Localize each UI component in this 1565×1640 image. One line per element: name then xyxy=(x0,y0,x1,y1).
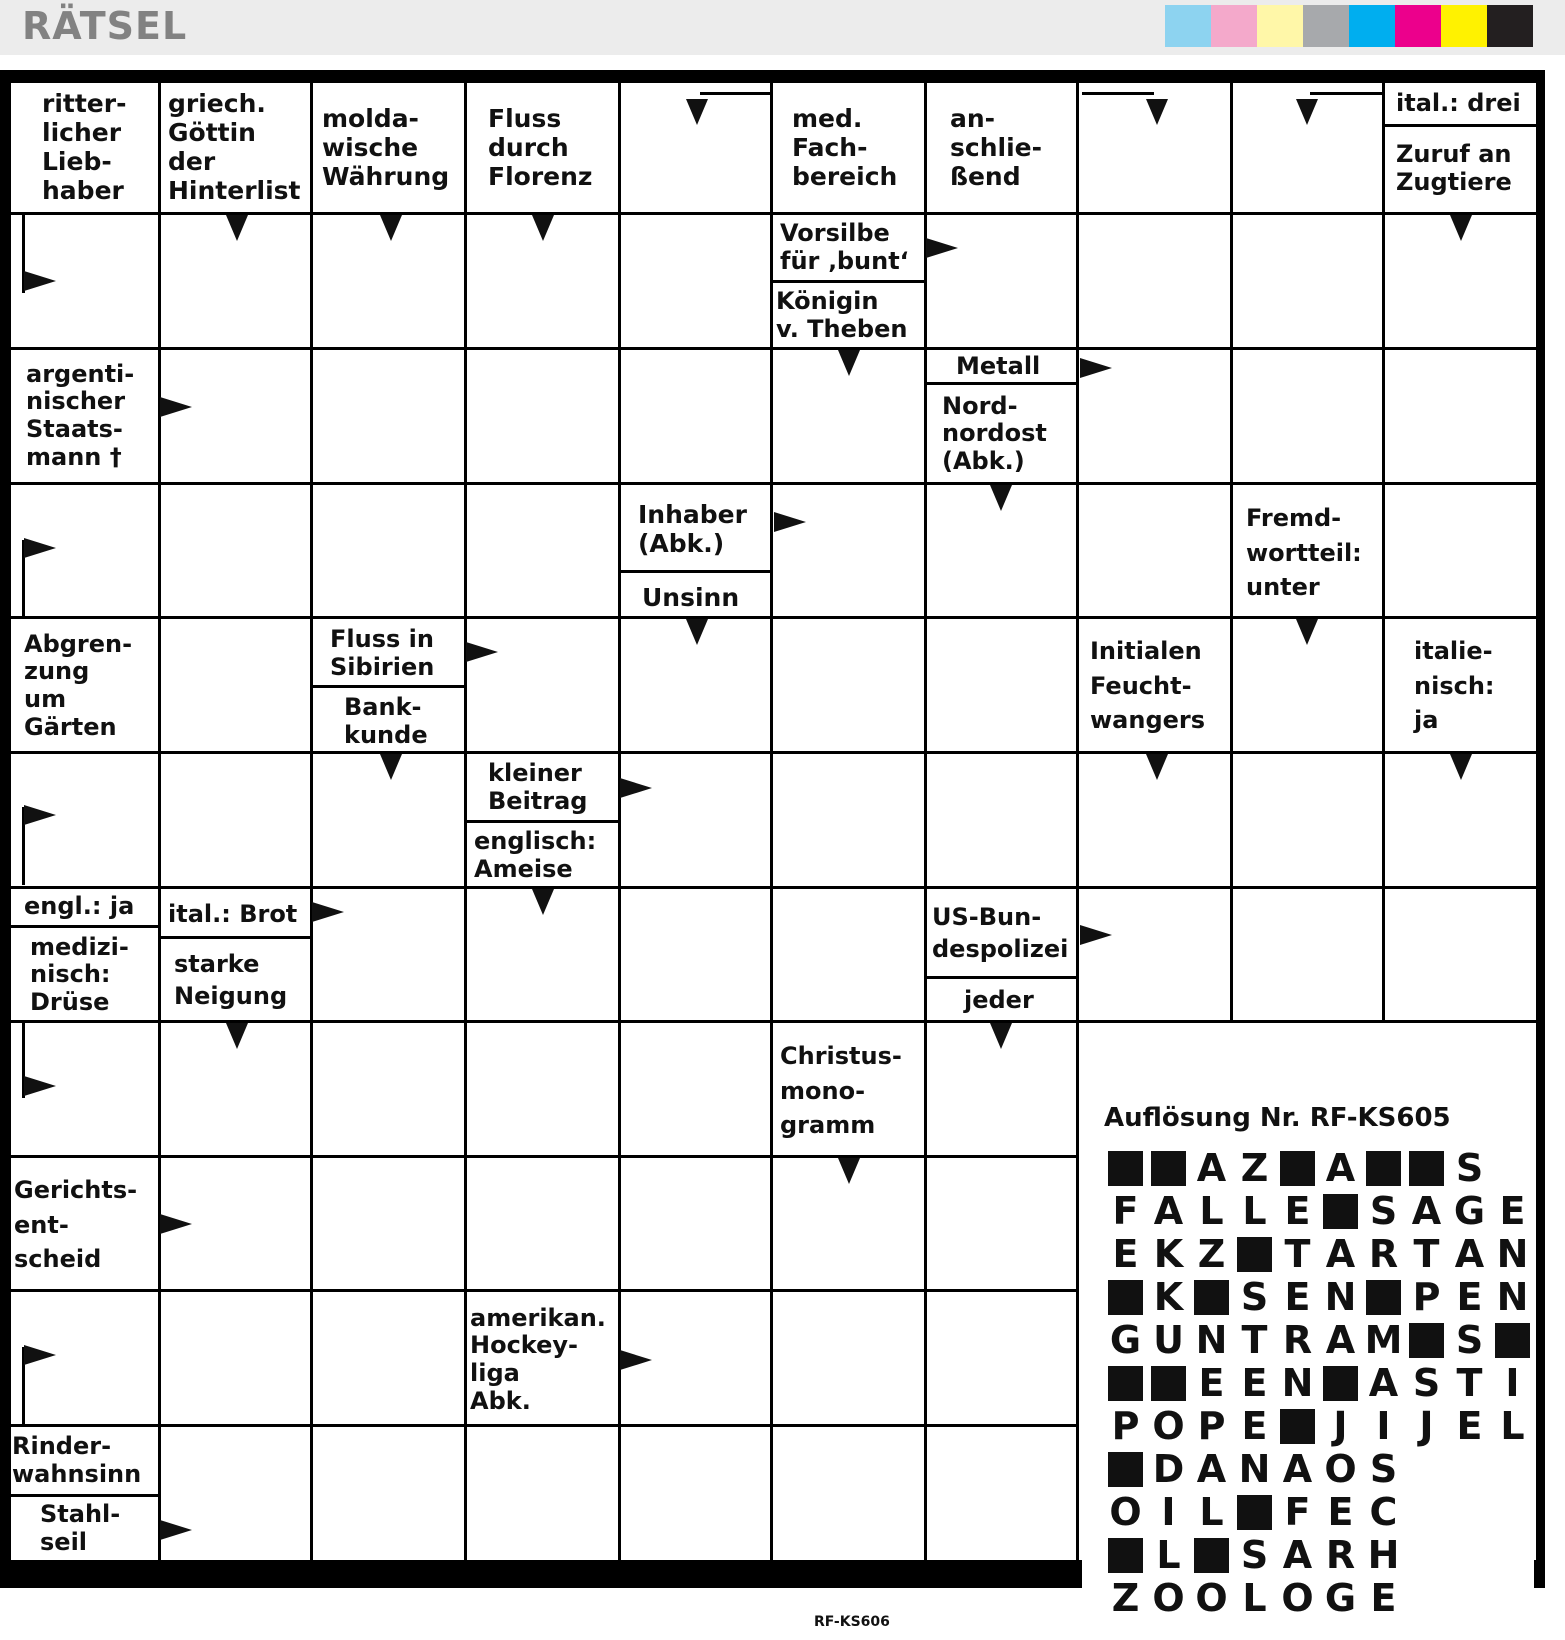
solution-row xyxy=(1104,1491,1405,1534)
clue-nordnordost: Nord- nordost (Abk.) xyxy=(942,391,1047,475)
clue-argentinischer-staatsmann: argenti- nischer Staats- mann † xyxy=(26,359,135,471)
solution-letter: E xyxy=(1327,1490,1354,1534)
clue-fluss-durch-florenz: Fluss durch Florenz xyxy=(488,103,593,191)
arrow-right-icon xyxy=(24,1076,56,1096)
arrow-down-icon xyxy=(380,215,402,241)
solution-letter: S xyxy=(1412,1361,1441,1405)
solution-letter: J xyxy=(1333,1404,1348,1448)
solution-row xyxy=(1104,1362,1534,1405)
clue-fremdwortteil: Fremd- wortteil: unter xyxy=(1246,503,1362,602)
solution-block xyxy=(1405,1319,1448,1362)
solution-letter: N xyxy=(1496,1275,1529,1319)
solution-letter: E xyxy=(1456,1404,1483,1448)
solution-letter: N xyxy=(1496,1232,1529,1276)
grid-line xyxy=(8,482,1539,485)
clue-us-bundespolizei: US-Bun- despolizei xyxy=(932,902,1069,963)
arrow-right-icon xyxy=(620,1350,652,1370)
arrow-down-icon xyxy=(686,619,708,645)
solution-block xyxy=(1276,1405,1319,1448)
solution-letter: G xyxy=(1453,1189,1486,1233)
solution-row xyxy=(1104,1147,1491,1190)
color-swatch xyxy=(1349,5,1395,47)
grid-line xyxy=(1230,80,1233,1020)
arrow-right-icon xyxy=(926,238,958,258)
arrow-stem xyxy=(1310,92,1382,95)
clue-metall: Metall xyxy=(956,352,1041,381)
solution-block xyxy=(1362,1147,1405,1190)
solution-block xyxy=(1491,1319,1534,1362)
arrow-down-icon xyxy=(838,1158,860,1184)
arrow-right-icon xyxy=(160,1214,192,1234)
clue-italienisch-ja: italie- nisch: ja xyxy=(1414,636,1495,735)
arrow-right-icon xyxy=(620,778,652,798)
solution-letter: E xyxy=(1112,1232,1139,1276)
solution-letter: A xyxy=(1411,1189,1442,1233)
solution-block xyxy=(1104,1362,1147,1405)
solution-letter: N xyxy=(1324,1275,1357,1319)
solution-letter: E xyxy=(1198,1361,1225,1405)
arrow-down-icon xyxy=(1146,99,1168,125)
clue-christusmonogramm: Christus- mono- gramm xyxy=(780,1041,902,1140)
solution-letter: G xyxy=(1324,1576,1357,1620)
grid-line xyxy=(618,80,621,1560)
grid-line xyxy=(8,751,1539,754)
arrow-stem xyxy=(1082,92,1154,95)
color-swatch xyxy=(1395,5,1441,47)
solution-letter: L xyxy=(1199,1189,1224,1233)
solution-letter: S xyxy=(1240,1533,1269,1577)
clue-moldawische-waehrung: molda- wische Währung xyxy=(322,103,450,191)
solution-block xyxy=(1405,1147,1448,1190)
solution-block xyxy=(1147,1362,1190,1405)
solution-block xyxy=(1104,1448,1147,1491)
clue-koenigin-theben: Königin v. Theben xyxy=(776,287,908,343)
solution-row xyxy=(1104,1190,1534,1233)
solution-letter: I xyxy=(1376,1404,1391,1448)
clue-medizinisch-druese: medizi- nisch: Drüse xyxy=(30,932,129,1016)
color-swatch xyxy=(1257,5,1303,47)
color-calibration-bar xyxy=(1165,5,1533,47)
solution-block xyxy=(1319,1362,1362,1405)
solution-letter: O xyxy=(1195,1576,1228,1620)
arrow-right-icon xyxy=(24,538,56,558)
clue-med-fachbereich: med. Fach- bereich xyxy=(792,103,898,191)
clue-divider xyxy=(1384,124,1536,127)
arrow-down-icon xyxy=(226,1023,248,1049)
solution-letter: T xyxy=(1284,1232,1311,1276)
clue-abgrenzung: Abgren- zung um Gärten xyxy=(24,629,133,741)
solution-letter: E xyxy=(1499,1189,1526,1233)
grid-line xyxy=(8,1289,1079,1292)
solution-letter: S xyxy=(1369,1447,1398,1491)
solution-letter: P xyxy=(1111,1404,1140,1448)
solution-letter: S xyxy=(1369,1189,1398,1233)
clue-jeder: jeder xyxy=(964,986,1034,1015)
solution-letter: O xyxy=(1109,1490,1142,1534)
solution-letter: E xyxy=(1241,1404,1268,1448)
solution-letter: S xyxy=(1455,1146,1484,1190)
solution-letter: O xyxy=(1281,1576,1314,1620)
solution-letter: E xyxy=(1456,1275,1483,1319)
solution-letter: A xyxy=(1153,1189,1184,1233)
solution-letter: L xyxy=(1242,1189,1267,1233)
arrow-right-icon xyxy=(160,397,192,417)
clue-stahlseil: Stahl- seil xyxy=(40,1500,121,1556)
solution-row xyxy=(1104,1577,1405,1620)
solution-block xyxy=(1104,1276,1147,1319)
clue-anschliessend: an- schlie- ßend xyxy=(950,103,1042,191)
solution-letter: A xyxy=(1325,1232,1356,1276)
solution-letter: J xyxy=(1419,1404,1434,1448)
solution-block xyxy=(1104,1534,1147,1577)
arrow-down-icon xyxy=(1296,99,1318,125)
arrow-down-icon xyxy=(380,754,402,780)
arrow-right-icon xyxy=(1080,358,1112,378)
clue-ital-brot: ital.: Brot xyxy=(168,900,298,929)
clue-gerichtsentscheid: Gerichts- ent- scheid xyxy=(14,1175,138,1274)
clue-kleiner-beitrag: kleiner Beitrag xyxy=(488,759,588,815)
clue-inhaber: Inhaber (Abk.) xyxy=(638,500,747,558)
grid-line xyxy=(1076,80,1079,1560)
solution-letter: E xyxy=(1370,1576,1397,1620)
solution-row xyxy=(1104,1405,1534,1448)
solution-letter: A xyxy=(1282,1533,1313,1577)
solution-letter: T xyxy=(1413,1232,1440,1276)
color-swatch xyxy=(1211,5,1257,47)
color-swatch xyxy=(1303,5,1349,47)
solution-letter: R xyxy=(1368,1232,1399,1276)
grid-line xyxy=(8,886,1539,889)
solution-block xyxy=(1190,1534,1233,1577)
clue-initialen: Initialen Feucht- wangers xyxy=(1090,636,1206,735)
solution-panel xyxy=(1082,1095,1534,1640)
arrow-down-icon xyxy=(1296,619,1318,645)
solution-letter: S xyxy=(1455,1318,1484,1362)
clue-englisch-ameise: englisch: Ameise xyxy=(474,827,597,883)
clue-ital-drei: ital.: drei xyxy=(1396,89,1521,118)
solution-letter: I xyxy=(1505,1361,1520,1405)
solution-letter: A xyxy=(1196,1146,1227,1190)
solution-letter: A xyxy=(1282,1447,1313,1491)
clue-starke-neigung: starke Neigung xyxy=(174,949,288,1010)
solution-letter: E xyxy=(1241,1361,1268,1405)
solution-block xyxy=(1319,1190,1362,1233)
arrow-down-icon xyxy=(1450,754,1472,780)
puzzle-board xyxy=(0,70,1545,1630)
solution-letter: L xyxy=(1242,1576,1267,1620)
grid-line xyxy=(924,80,927,1560)
grid-line xyxy=(0,70,1545,80)
arrow-down-icon xyxy=(1450,215,1472,241)
color-swatch xyxy=(1441,5,1487,47)
clue-zuruf-zugtiere: Zuruf an Zugtiere xyxy=(1396,140,1512,196)
solution-letter: H xyxy=(1367,1533,1400,1577)
color-swatch xyxy=(1487,5,1533,47)
arrow-right-icon xyxy=(1080,925,1112,945)
solution-letter: N xyxy=(1281,1361,1314,1405)
arrow-stem xyxy=(700,92,770,95)
solution-letter: F xyxy=(1284,1490,1311,1534)
solution-letter: A xyxy=(1454,1232,1485,1276)
solution-letter: L xyxy=(1199,1490,1224,1534)
clue-rinderwahnsinn: Rinder- wahnsinn xyxy=(12,1432,142,1488)
solution-row xyxy=(1104,1534,1405,1577)
solution-letter: M xyxy=(1364,1318,1403,1362)
arrow-down-icon xyxy=(532,889,554,915)
arrow-down-icon xyxy=(990,485,1012,511)
clue-griech-goettin: griech. Göttin der Hinterlist xyxy=(168,89,301,205)
solution-letter: A xyxy=(1368,1361,1399,1405)
solution-block xyxy=(1147,1147,1190,1190)
clue-bankkunde: Bank- kunde xyxy=(344,693,428,749)
solution-row xyxy=(1104,1319,1534,1362)
arrow-down-icon xyxy=(1146,754,1168,780)
solution-letter: A xyxy=(1196,1447,1227,1491)
solution-letter: S xyxy=(1240,1275,1269,1319)
solution-letter: R xyxy=(1282,1318,1313,1362)
solution-block xyxy=(1233,1491,1276,1534)
solution-letter: O xyxy=(1152,1404,1185,1448)
solution-letter: Z xyxy=(1111,1576,1140,1620)
solution-letter: D xyxy=(1152,1447,1185,1491)
solution-letter: U xyxy=(1153,1318,1184,1362)
solution-block xyxy=(1104,1147,1147,1190)
solution-block xyxy=(1190,1276,1233,1319)
clue-engl-ja: engl.: ja xyxy=(24,892,135,921)
solution-letter: T xyxy=(1456,1361,1483,1405)
clue-hockeyliga: amerikan. Hockey- liga Abk. xyxy=(470,1303,606,1415)
arrow-right-icon xyxy=(24,271,56,291)
solution-letter: F xyxy=(1112,1189,1139,1233)
arrow-right-icon xyxy=(24,805,56,825)
clue-ritterlicher-liebhaber: ritter- licher Lieb- haber xyxy=(42,89,127,205)
solution-title: Auflösung Nr. RF-KS605 xyxy=(1104,1103,1451,1133)
solution-letter: T xyxy=(1241,1318,1268,1362)
solution-letter: G xyxy=(1109,1318,1142,1362)
grid-line xyxy=(158,80,161,1560)
solution-letter: L xyxy=(1500,1404,1525,1448)
grid-line xyxy=(1536,80,1539,1560)
solution-letter: N xyxy=(1238,1447,1271,1491)
solution-letter: P xyxy=(1412,1275,1441,1319)
grid-line xyxy=(8,80,11,1560)
solution-letter: K xyxy=(1153,1232,1184,1276)
solution-letter: A xyxy=(1325,1146,1356,1190)
clue-unsinn: Unsinn xyxy=(642,582,740,612)
solution-row xyxy=(1104,1448,1405,1491)
arrow-right-icon xyxy=(774,512,806,532)
header-bar xyxy=(0,0,1565,55)
solution-letter: I xyxy=(1161,1490,1176,1534)
arrow-right-icon xyxy=(312,902,344,922)
solution-letter: A xyxy=(1325,1318,1356,1362)
solution-letter: E xyxy=(1284,1189,1311,1233)
solution-letter: O xyxy=(1324,1447,1357,1491)
solution-letter: C xyxy=(1369,1490,1398,1534)
clue-fluss-sibirien: Fluss in Sibirien xyxy=(330,625,435,681)
solution-block xyxy=(1233,1233,1276,1276)
arrow-right-icon xyxy=(160,1520,192,1540)
page-title: RÄTSEL xyxy=(22,4,188,48)
solution-block xyxy=(1362,1276,1405,1319)
solution-letter: R xyxy=(1325,1533,1356,1577)
solution-letter: P xyxy=(1197,1404,1226,1448)
grid-line xyxy=(8,1560,1079,1563)
solution-row xyxy=(1104,1276,1534,1319)
arrow-right-icon xyxy=(466,642,498,662)
arrow-down-icon xyxy=(686,99,708,125)
solution-row xyxy=(1104,1233,1534,1276)
solution-letter: L xyxy=(1156,1533,1181,1577)
arrow-down-icon xyxy=(838,350,860,376)
solution-letter: N xyxy=(1195,1318,1228,1362)
arrow-right-icon xyxy=(24,1345,56,1365)
solution-letter: K xyxy=(1153,1275,1184,1319)
solution-letter: E xyxy=(1284,1275,1311,1319)
grid-line xyxy=(0,70,8,1588)
arrow-down-icon xyxy=(532,215,554,241)
clue-vorsilbe-bunt: Vorsilbe für ‚bunt‘ xyxy=(780,219,909,275)
solution-letter: Z xyxy=(1240,1146,1269,1190)
arrow-down-icon xyxy=(226,215,248,241)
grid-line xyxy=(310,80,313,1560)
solution-block xyxy=(1276,1147,1319,1190)
solution-letter: Z xyxy=(1197,1232,1226,1276)
puzzle-code: RF-KS606 xyxy=(814,1614,890,1630)
arrow-down-icon xyxy=(990,1023,1012,1049)
solution-letter: O xyxy=(1152,1576,1185,1620)
color-swatch xyxy=(1165,5,1211,47)
